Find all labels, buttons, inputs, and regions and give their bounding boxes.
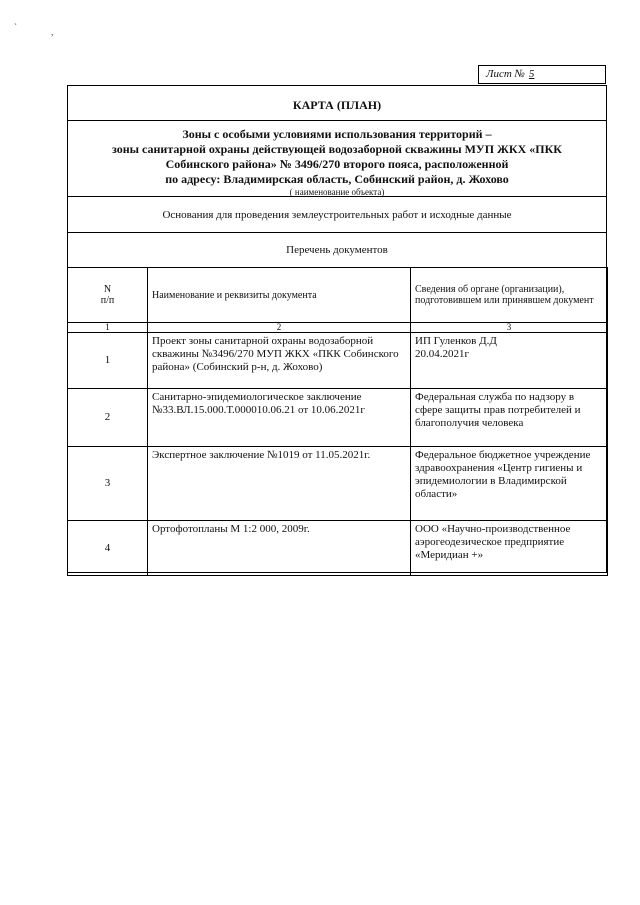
divider <box>68 120 606 121</box>
basis-heading: Основания для проведения землеустроительных работ и исходные данные <box>162 209 512 221</box>
zone-line: Собинского района» № 3496/270 второго пояса, расположенной <box>165 157 509 171</box>
row-num: 2 <box>68 389 148 447</box>
scan-speck: ˋ <box>14 22 17 32</box>
header-org: Сведения об органе (организации), подготовившем или принявшем документ <box>411 268 608 323</box>
row-organization: Федеральное бюджетное учреждение здравоохранения «Центр гигиены и эпидемиологии в Владимирской области» <box>411 447 608 521</box>
sheet-label: Лист № <box>486 68 525 80</box>
header-name: Наименование и реквизиты документа <box>148 268 411 323</box>
divider <box>68 196 606 197</box>
row-num: 3 <box>68 447 148 521</box>
sheet-number-box <box>478 65 606 84</box>
row-document-name: Проект зоны санитарной охраны водозаборной скважины №3496/270 МУП ЖКХ «ПКК Собинского района» (Собинский р-н, д. Жохово) <box>148 333 411 389</box>
zone-description <box>68 127 606 198</box>
row-document-name: Экспертное заключение №1019 от 11.05.2021г. <box>148 447 411 521</box>
documents-list-title: Перечень документов <box>286 244 388 256</box>
column-index: 2 <box>148 323 411 333</box>
row-document-name: Ортофотопланы М 1:2 000, 2009г. <box>148 521 411 576</box>
table-row <box>68 333 608 389</box>
row-num: 1 <box>68 333 148 389</box>
scan-speck: , <box>51 27 54 37</box>
map-plan-frame <box>67 85 607 573</box>
zone-line: по адресу: Владимирская область, Собинский район, д. Жохово <box>165 172 509 186</box>
header-num <box>68 268 148 323</box>
divider <box>68 232 606 233</box>
row-document-name: Санитарно-эпидемиологическое заключение №33.ВЛ.15.000.Т.000010.06.21 от 10.06.2021г <box>148 389 411 447</box>
row-num: 4 <box>68 521 148 576</box>
table-row <box>68 389 608 447</box>
zone-line: зоны санитарной охраны действующей водозаборной скважины МУП ЖКХ «ПКК <box>111 142 563 156</box>
sheet-number: 5 <box>528 68 535 80</box>
table-row <box>68 447 608 521</box>
documents-table <box>67 267 608 576</box>
row-organization: ИП Гуленков Д.Д 20.04.2021г <box>411 333 608 389</box>
column-index: 1 <box>68 323 148 333</box>
object-name-note: ( наименование объекта) <box>289 187 385 197</box>
row-organization: ООО «Научно-производственное аэрогеодезическое предприятие «Меридиан +» <box>411 521 608 576</box>
row-organization: Федеральная служба по надзору в сфере защиты прав потребителей и благополучия человека <box>411 389 608 447</box>
zone-line: Зоны с особыми условиями использования территорий – <box>182 127 492 141</box>
column-index: 3 <box>411 323 608 333</box>
column-index-row <box>68 323 608 333</box>
table-row <box>68 521 608 576</box>
document-title: КАРТА (ПЛАН) <box>292 98 382 112</box>
header-num-text: N п/п <box>100 284 115 306</box>
table-header-row <box>68 268 608 323</box>
